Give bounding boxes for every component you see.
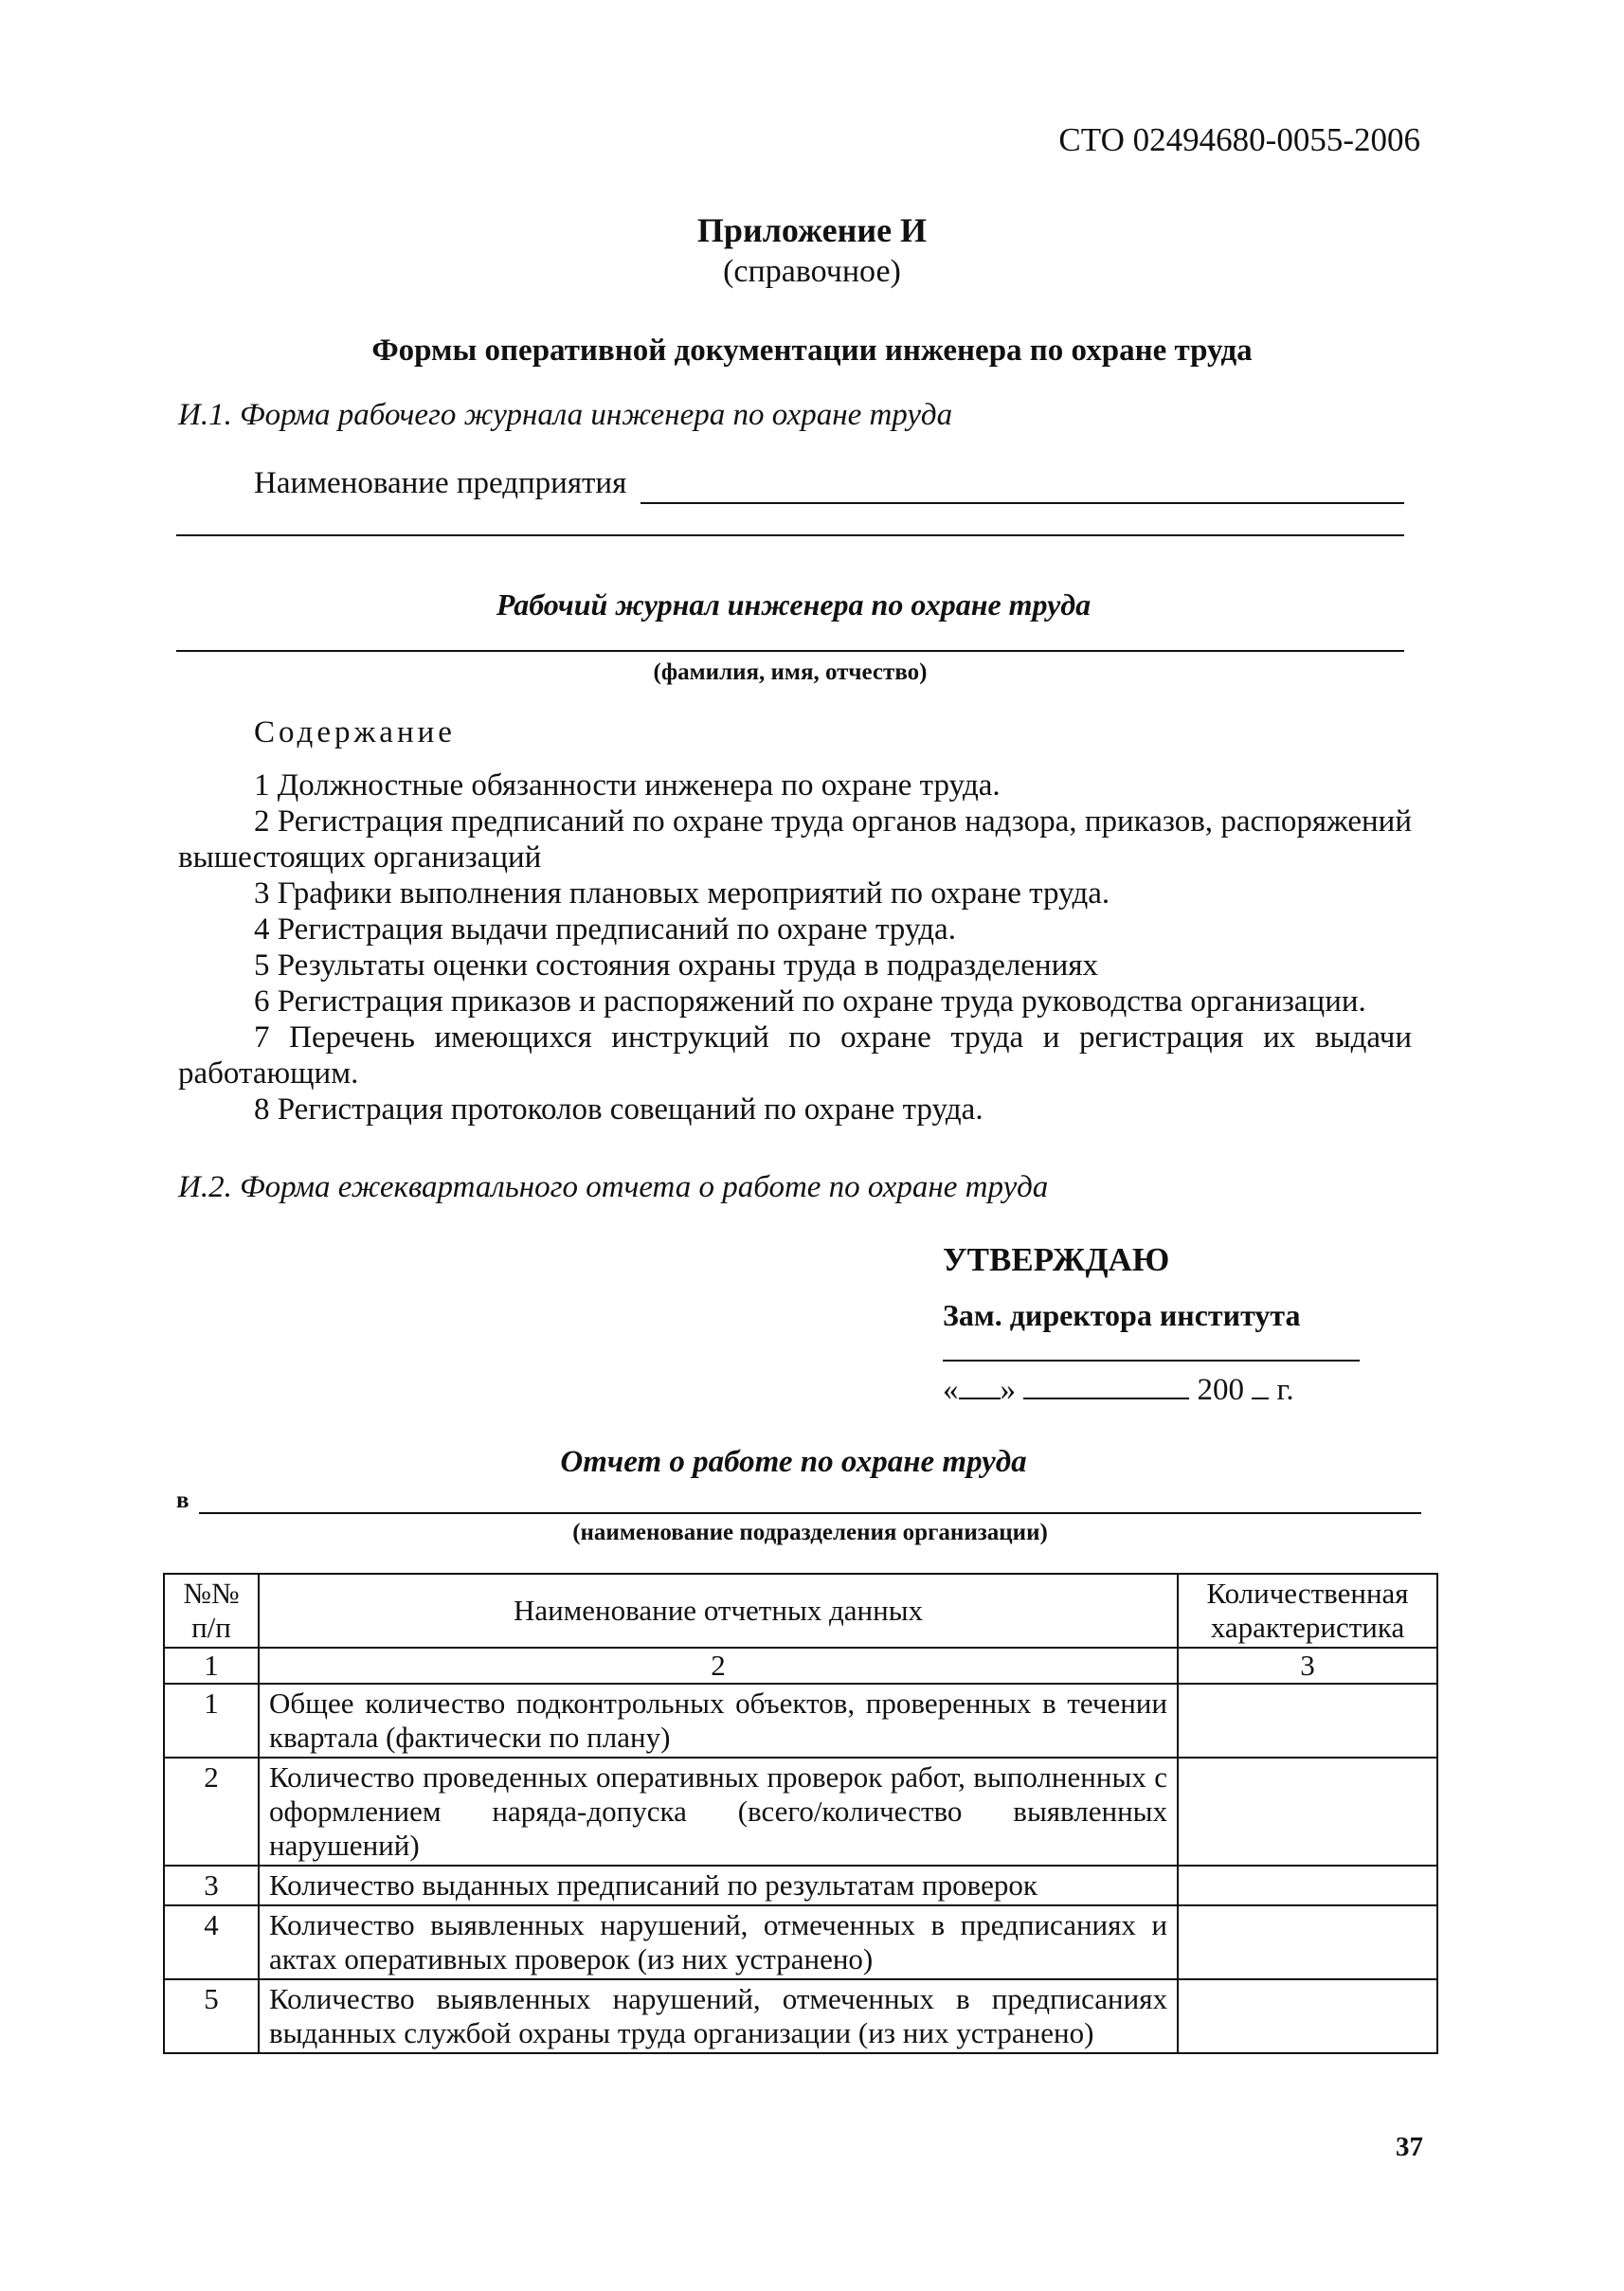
signature-line <box>943 1360 1360 1362</box>
row-num: 5 <box>164 1979 259 2053</box>
date-day-blank <box>959 1369 1001 1399</box>
row-value <box>1178 1684 1437 1758</box>
fio-underline <box>176 650 1404 652</box>
col-number: 2 <box>259 1648 1178 1684</box>
date-year-blank <box>1252 1369 1269 1399</box>
contents-item: 7 Перечень имеющихся инструкций по охране труда и регистрация их выдачи работающим. <box>178 1020 1412 1091</box>
contents-item: 2 Регистрация предписаний по охране труда органов надзора, приказов, распоряжений вышестоящих организаций <box>178 804 1412 875</box>
contents-item: 3 Графики выполнения плановых мероприятий по охране труда. <box>254 876 1110 911</box>
section-2-heading: И.2. Форма ежеквартального отчета о работе по охране труда <box>178 1170 1049 1204</box>
enterprise-underline <box>641 502 1404 504</box>
header-value: Количественная характеристика <box>1178 1574 1437 1648</box>
report-table <box>163 1573 1438 2054</box>
date-year-suffix: г. <box>1276 1373 1294 1407</box>
date-close-quote: » <box>1000 1373 1016 1407</box>
row-num: 2 <box>164 1758 259 1866</box>
page-number: 37 <box>1396 2132 1423 2162</box>
row-text: Количество выявленных нарушений, отмеченных в предписаниях и актах оперативных проверок (из них устранено) <box>259 1905 1178 1979</box>
contents-item: 4 Регистрация выдачи предписаний по охране труда. <box>254 912 956 947</box>
contents-item: 8 Регистрация протоколов совещаний по охране труда. <box>254 1092 983 1127</box>
forms-title: Формы оперативной документации инженера по охране труда <box>371 334 1253 368</box>
row-num: 3 <box>164 1866 259 1905</box>
journal-title: Рабочий журнал инженера по охране труда <box>496 587 1092 622</box>
enterprise-label: Наименование предприятия <box>254 466 627 500</box>
appendix-title: Приложение И <box>696 211 928 249</box>
fio-caption: (фамилия, имя, отчество) <box>653 659 928 685</box>
column-number-row <box>164 1648 1437 1684</box>
row-value <box>1178 1979 1437 2053</box>
row-text: Общее количество подконтрольных объектов, проверенных в течении квартала (фактически по плану) <box>259 1684 1178 1758</box>
contents-item: 5 Результаты оценки состояния охраны труда в подразделениях <box>254 948 1099 983</box>
department-prefix: в <box>176 1488 189 1513</box>
row-value <box>1178 1758 1437 1866</box>
approve-stamp: УТВЕРЖДАЮ <box>943 1241 1170 1278</box>
row-text: Количество выданных предписаний по результатам проверок <box>259 1866 1178 1905</box>
date-month-blank <box>1023 1369 1189 1399</box>
table-row <box>164 1979 1437 2053</box>
row-num: 4 <box>164 1905 259 1979</box>
table-row <box>164 1905 1437 1979</box>
col-number: 1 <box>164 1648 259 1684</box>
col-number: 3 <box>1178 1648 1437 1684</box>
appendix-subtitle: (справочное) <box>723 254 901 289</box>
document-code: СТО 02494680-0055-2006 <box>1058 121 1420 158</box>
table-row <box>164 1684 1437 1758</box>
row-num: 1 <box>164 1684 259 1758</box>
header-num: №№ п/п <box>164 1574 259 1648</box>
report-title: Отчет о работе по охране труда <box>560 1445 1027 1479</box>
section-1-heading: И.1. Форма рабочего журнала инженера по охране труда <box>178 398 953 432</box>
table-row <box>164 1758 1437 1866</box>
date-year: 200 <box>1197 1373 1244 1407</box>
contents-list <box>178 767 1412 1127</box>
row-text: Количество проведенных оперативных проверок работ, выполненных с оформлением наряда-допуска (всего/количество выявленных нарушений) <box>259 1758 1178 1866</box>
row-text: Количество выявленных нарушений, отмеченных в предписаниях выданных службой охраны труда организации (из них устранено) <box>259 1979 1178 2053</box>
row-value <box>1178 1905 1437 1979</box>
contents-item: 6 Регистрация приказов и распоряжений по охране труда руководства организации. <box>254 984 1366 1019</box>
department-underline <box>199 1512 1421 1514</box>
approver-role: Зам. директора института <box>943 1298 1301 1332</box>
table-row <box>164 1866 1437 1905</box>
approval-date <box>943 1369 1294 1408</box>
department-caption: (наименование подразделения организации) <box>572 1520 1048 1545</box>
date-open-quote: « <box>943 1373 959 1407</box>
contents-heading: Содержание <box>254 715 456 749</box>
row-value <box>1178 1866 1437 1905</box>
table-header-row <box>164 1574 1437 1648</box>
header-name: Наименование отчетных данных <box>259 1574 1178 1648</box>
enterprise-underline-2 <box>176 534 1404 536</box>
contents-item: 1 Должностные обязанности инженера по охране труда. <box>254 768 1001 803</box>
